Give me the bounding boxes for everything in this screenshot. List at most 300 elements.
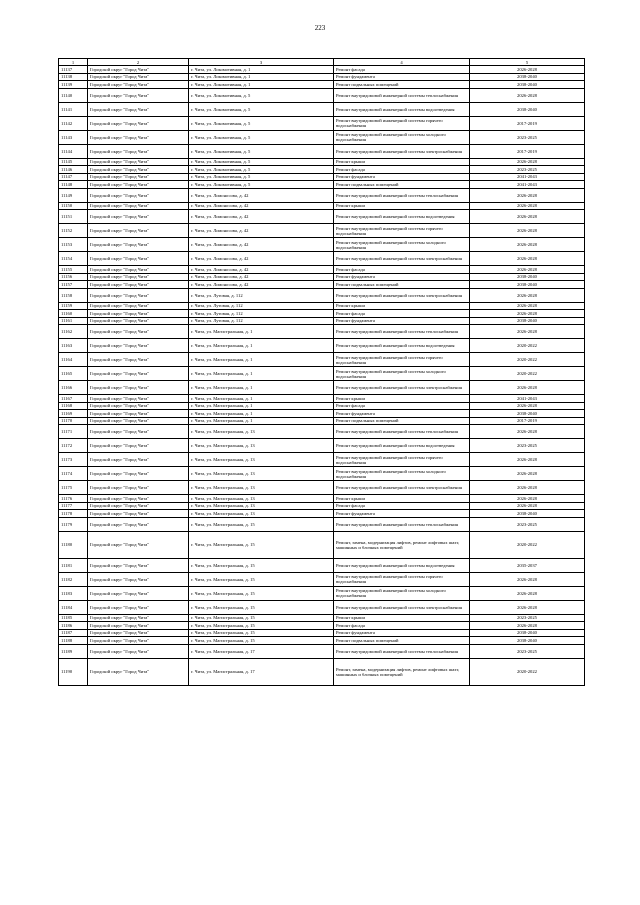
table-row — [59, 88, 585, 102]
years-cell: 2041-2043 — [470, 395, 585, 403]
work-type-cell: Ремонт внутридомовой инженерной системы теплоснабжения — [334, 188, 470, 202]
years-cell: 2038-2040 — [470, 629, 585, 637]
address-cell: г. Чита, ул. Лутовая, д. 112 — [189, 310, 334, 318]
table-row — [59, 395, 585, 403]
address-cell: г. Чита, ул. Локомотивная, д. 1 — [189, 81, 334, 89]
table-row — [59, 73, 585, 81]
work-type-cell: Ремонт фундамента — [334, 273, 470, 281]
row-number-cell: 11169 — [59, 410, 88, 418]
row-number-cell: 11157 — [59, 281, 88, 289]
district-cell: Городской округ "Город Чита" — [88, 73, 189, 81]
table-row — [59, 210, 585, 224]
years-cell: 2020-2022 — [470, 531, 585, 558]
column-number-3: 3 — [189, 59, 334, 66]
row-number-cell: 11176 — [59, 495, 88, 503]
district-cell: Городской округ "Город Чита" — [88, 417, 189, 425]
district-cell: Городской округ "Город Чита" — [88, 130, 189, 144]
work-type-cell: Ремонт крыши — [334, 202, 470, 210]
years-cell: 2020-2022 — [470, 353, 585, 367]
row-number-cell: 11162 — [59, 325, 88, 339]
years-cell: 2026-2028 — [470, 238, 585, 252]
years-cell: 2026-2028 — [470, 224, 585, 238]
work-type-cell: Ремонт фасада — [334, 402, 470, 410]
row-number-cell: 11167 — [59, 395, 88, 403]
table-row — [59, 310, 585, 318]
header-row — [59, 59, 585, 66]
years-cell: 2038-2040 — [470, 637, 585, 645]
district-cell: Городской округ "Город Чита" — [88, 402, 189, 410]
row-number-cell: 11166 — [59, 381, 88, 395]
district-cell: Городской округ "Город Чита" — [88, 210, 189, 224]
row-number-cell: 11175 — [59, 481, 88, 495]
address-cell: г. Чита, ул. Магистральная, д. 1 — [189, 339, 334, 353]
table-row — [59, 238, 585, 252]
work-type-cell: Ремонт внутридомовой инженерной системы водоотведения — [334, 558, 470, 572]
table-row — [59, 252, 585, 266]
years-cell: 2026-2028 — [470, 325, 585, 339]
work-type-cell: Ремонт фундамента — [334, 510, 470, 518]
address-cell: г. Чита, ул. Лутовая, д. 112 — [189, 317, 334, 325]
address-cell: г. Чита, ул. Магистральная, д. 15 — [189, 600, 334, 614]
address-cell: г. Чита, ул. Ломоносова, д. 42 — [189, 281, 334, 289]
work-type-cell: Ремонт внутридомовой инженерной системы холодного водоснабжения — [334, 130, 470, 144]
years-cell: 2026-2028 — [470, 622, 585, 630]
district-cell: Городской округ "Город Чита" — [88, 202, 189, 210]
work-type-cell: Ремонт внутридомовой инженерной системы водоотведения — [334, 210, 470, 224]
years-cell: 2026-2028 — [470, 495, 585, 503]
row-number-cell: 11182 — [59, 572, 88, 586]
district-cell: Городской округ "Город Чита" — [88, 339, 189, 353]
row-number-cell: 11180 — [59, 531, 88, 558]
address-cell: г. Чита, ул. Магистральная, д. 15 — [189, 558, 334, 572]
row-number-cell: 11156 — [59, 273, 88, 281]
work-type-cell: Ремонт фундамента — [334, 73, 470, 81]
address-cell: г. Чита, ул. Магистральная, д. 1 — [189, 353, 334, 367]
years-cell: 2026-2028 — [470, 210, 585, 224]
row-number-cell: 11141 — [59, 102, 88, 116]
district-cell: Городской округ "Город Чита" — [88, 367, 189, 381]
row-number-cell: 11138 — [59, 73, 88, 81]
district-cell: Городской округ "Город Чита" — [88, 238, 189, 252]
district-cell: Городской округ "Город Чита" — [88, 116, 189, 130]
row-number-cell: 11183 — [59, 586, 88, 600]
years-cell: 2020-2022 — [470, 367, 585, 381]
address-cell: г. Чита, ул. Магистральная, д. 17 — [189, 644, 334, 658]
years-cell: 2023-2025 — [470, 614, 585, 622]
years-cell: 2023-2025 — [470, 644, 585, 658]
table-row — [59, 353, 585, 367]
address-cell: г. Чита, ул. Магистральная, д. 15 — [189, 572, 334, 586]
work-type-cell: Ремонт фундамента — [334, 317, 470, 325]
table-row — [59, 381, 585, 395]
table-row — [59, 510, 585, 518]
district-cell: Городской округ "Город Чита" — [88, 614, 189, 622]
years-cell: 2026-2028 — [470, 66, 585, 74]
table-row — [59, 116, 585, 130]
row-number-cell: 11181 — [59, 558, 88, 572]
years-cell: 2023-2025 — [470, 166, 585, 174]
table-row — [59, 614, 585, 622]
table-row — [59, 339, 585, 353]
table-row — [59, 517, 585, 531]
district-cell: Городской округ "Город Чита" — [88, 558, 189, 572]
row-number-cell: 11164 — [59, 353, 88, 367]
table-row — [59, 658, 585, 685]
row-number-cell: 11178 — [59, 510, 88, 518]
table-row — [59, 410, 585, 418]
work-type-cell: Ремонт внутридомовой инженерной системы холодного водоснабжения — [334, 586, 470, 600]
district-cell: Городской округ "Город Чита" — [88, 266, 189, 274]
address-cell: г. Чита, ул. Магистральная, д. 1 — [189, 367, 334, 381]
address-cell: г. Чита, ул. Магистральная, д. 13 — [189, 502, 334, 510]
address-cell: г. Чита, ул. Магистральная, д. 1 — [189, 410, 334, 418]
address-cell: г. Чита, ул. Магистральная, д. 13 — [189, 510, 334, 518]
table-row — [59, 266, 585, 274]
district-cell: Городской округ "Город Чита" — [88, 600, 189, 614]
years-cell: 2038-2040 — [470, 73, 585, 81]
row-number-cell: 11153 — [59, 238, 88, 252]
district-cell: Городской округ "Город Чита" — [88, 517, 189, 531]
row-number-cell: 11177 — [59, 502, 88, 510]
district-cell: Городской округ "Город Чита" — [88, 622, 189, 630]
table-row — [59, 166, 585, 174]
district-cell: Городской округ "Город Чита" — [88, 81, 189, 89]
row-number-cell: 11137 — [59, 66, 88, 74]
years-cell: 2020-2022 — [470, 658, 585, 685]
work-type-cell: Ремонт внутридомовой инженерной системы теплоснабжения — [334, 325, 470, 339]
address-cell: г. Чита, ул. Магистральная, д. 1 — [189, 395, 334, 403]
work-type-cell: Ремонт подвальных помещений — [334, 181, 470, 189]
address-cell: г. Чита, ул. Магистральная, д. 15 — [189, 517, 334, 531]
row-number-cell: 11155 — [59, 266, 88, 274]
table-row — [59, 467, 585, 481]
district-cell: Городской округ "Город Чита" — [88, 224, 189, 238]
district-cell: Городской округ "Город Чита" — [88, 502, 189, 510]
work-type-cell: Ремонт внутридомовой инженерной системы теплоснабжения — [334, 88, 470, 102]
address-cell: г. Чита, ул. Локомотивная, д. 1 — [189, 73, 334, 81]
work-type-cell: Ремонт, замена, модернизация лифтов, ремонт лифтовых шахт, машинных и блочных помещений — [334, 531, 470, 558]
work-type-cell: Ремонт внутридомовой инженерной системы горячего водоснабжения — [334, 116, 470, 130]
row-number-cell: 11139 — [59, 81, 88, 89]
address-cell: г. Чита, ул. Магистральная, д. 1 — [189, 417, 334, 425]
row-number-cell: 11172 — [59, 439, 88, 453]
work-type-cell: Ремонт внутридомовой инженерной системы холодного водоснабжения — [334, 238, 470, 252]
address-cell: г. Чита, ул. Ломоносова, д. 42 — [189, 188, 334, 202]
work-type-cell: Ремонт внутридомовой инженерной системы водоотведения — [334, 439, 470, 453]
work-type-cell: Ремонт крыши — [334, 395, 470, 403]
row-number-cell: 11168 — [59, 402, 88, 410]
years-cell: 2041-2043 — [470, 181, 585, 189]
table-body — [59, 66, 585, 686]
years-cell: 2035-2037 — [470, 558, 585, 572]
years-cell: 2041-2043 — [470, 173, 585, 181]
district-cell: Городской округ "Город Чита" — [88, 288, 189, 302]
years-cell: 2023-2025 — [470, 130, 585, 144]
address-cell: г. Чита, ул. Магистральная, д. 1 — [189, 325, 334, 339]
address-cell: г. Чита, ул. Магистральная, д. 15 — [189, 622, 334, 630]
district-cell: Городской округ "Город Чита" — [88, 453, 189, 467]
work-type-cell: Ремонт внутридомовой инженерной системы теплоснабжения — [334, 517, 470, 531]
work-type-cell: Ремонт подвальных помещений — [334, 637, 470, 645]
work-type-cell: Ремонт внутридомовой инженерной системы горячего водоснабжения — [334, 453, 470, 467]
address-cell: г. Чита, ул. Магистральная, д. 13 — [189, 425, 334, 439]
table-row — [59, 644, 585, 658]
district-cell: Городской округ "Город Чита" — [88, 572, 189, 586]
years-cell: 2026-2028 — [470, 502, 585, 510]
row-number-cell: 11161 — [59, 317, 88, 325]
table-row — [59, 181, 585, 189]
address-cell: г. Чита, ул. Ломоносова, д. 42 — [189, 273, 334, 281]
address-cell: г. Чита, ул. Ломоносова, д. 42 — [189, 266, 334, 274]
address-cell: г. Чита, ул. Локомотивная, д. 5 — [189, 166, 334, 174]
row-number-cell: 11140 — [59, 88, 88, 102]
table-row — [59, 66, 585, 74]
years-cell: 2026-2028 — [470, 481, 585, 495]
address-cell: г. Чита, ул. Ломоносова, д. 42 — [189, 210, 334, 224]
work-type-cell: Ремонт фасада — [334, 66, 470, 74]
years-cell: 2038-2040 — [470, 317, 585, 325]
address-cell: г. Чита, ул. Локомотивная, д. 5 — [189, 181, 334, 189]
years-cell: 2017-2019 — [470, 144, 585, 158]
district-cell: Городской округ "Город Чита" — [88, 586, 189, 600]
work-type-cell: Ремонт фундамента — [334, 173, 470, 181]
address-cell: г. Чита, ул. Лутовая, д. 112 — [189, 302, 334, 310]
work-type-cell: Ремонт крыши — [334, 495, 470, 503]
years-cell: 2026-2028 — [470, 266, 585, 274]
address-cell: г. Чита, ул. Локомотивная, д. 5 — [189, 102, 334, 116]
table-row — [59, 102, 585, 116]
years-cell: 2026-2028 — [470, 600, 585, 614]
address-cell: г. Чита, ул. Ломоносова, д. 42 — [189, 224, 334, 238]
work-type-cell: Ремонт фасада — [334, 622, 470, 630]
work-type-cell: Ремонт крыши — [334, 302, 470, 310]
column-number-1: 1 — [59, 59, 88, 66]
work-type-cell: Ремонт внутридомовой инженерной системы горячего водоснабжения — [334, 224, 470, 238]
table-row — [59, 224, 585, 238]
row-number-cell: 11147 — [59, 173, 88, 181]
work-type-cell: Ремонт, замена, модернизация лифтов, ремонт лифтовых шахт, машинных и блочных помещений — [334, 658, 470, 685]
address-cell: г. Чита, ул. Магистральная, д. 13 — [189, 453, 334, 467]
district-cell: Городской округ "Город Чита" — [88, 658, 189, 685]
district-cell: Городской округ "Город Чита" — [88, 144, 189, 158]
district-cell: Городской округ "Город Чита" — [88, 66, 189, 74]
address-cell: г. Чита, ул. Ломоносова, д. 42 — [189, 252, 334, 266]
district-cell: Городской округ "Город Чита" — [88, 510, 189, 518]
row-number-cell: 11152 — [59, 224, 88, 238]
work-type-cell: Ремонт фасада — [334, 266, 470, 274]
row-number-cell: 11184 — [59, 600, 88, 614]
address-cell: г. Чита, ул. Магистральная, д. 15 — [189, 637, 334, 645]
work-type-cell: Ремонт внутридомовой инженерной системы электроснабжения — [334, 381, 470, 395]
district-cell: Городской округ "Город Чита" — [88, 317, 189, 325]
address-cell: г. Чита, ул. Магистральная, д. 1 — [189, 381, 334, 395]
years-cell: 2026-2028 — [470, 202, 585, 210]
row-number-cell: 11144 — [59, 144, 88, 158]
row-number-cell: 11158 — [59, 288, 88, 302]
table-row — [59, 402, 585, 410]
work-type-cell: Ремонт внутридомовой инженерной системы теплоснабжения — [334, 425, 470, 439]
row-number-cell: 11154 — [59, 252, 88, 266]
district-cell: Городской округ "Город Чита" — [88, 273, 189, 281]
row-number-cell: 11146 — [59, 166, 88, 174]
years-cell: 2038-2040 — [470, 273, 585, 281]
row-number-cell: 11151 — [59, 210, 88, 224]
years-cell: 2026-2028 — [470, 402, 585, 410]
years-cell: 2026-2028 — [470, 288, 585, 302]
address-cell: г. Чита, ул. Локомотивная, д. 1 — [189, 66, 334, 74]
table-row — [59, 202, 585, 210]
table-row — [59, 173, 585, 181]
work-type-cell: Ремонт фасада — [334, 310, 470, 318]
table-row — [59, 481, 585, 495]
address-cell: г. Чита, ул. Лутовая, д. 112 — [189, 288, 334, 302]
work-type-cell: Ремонт фундамента — [334, 410, 470, 418]
district-cell: Городской округ "Город Чита" — [88, 88, 189, 102]
table-row — [59, 144, 585, 158]
work-type-cell: Ремонт внутридомовой инженерной системы холодного водоснабжения — [334, 367, 470, 381]
row-number-cell: 11163 — [59, 339, 88, 353]
row-number-cell: 11185 — [59, 614, 88, 622]
table-row — [59, 288, 585, 302]
years-cell: 2026-2028 — [470, 188, 585, 202]
work-type-cell: Ремонт фасада — [334, 502, 470, 510]
row-number-cell: 11142 — [59, 116, 88, 130]
address-cell: г. Чита, ул. Магистральная, д. 15 — [189, 586, 334, 600]
years-cell: 2038-2040 — [470, 410, 585, 418]
address-cell: г. Чита, ул. Магистральная, д. 13 — [189, 481, 334, 495]
table-row — [59, 439, 585, 453]
address-cell: г. Чита, ул. Локомотивная, д. 5 — [189, 158, 334, 166]
years-cell: 2026-2028 — [470, 310, 585, 318]
district-cell: Городской округ "Город Чита" — [88, 353, 189, 367]
column-number-4: 4 — [334, 59, 470, 66]
work-type-cell: Ремонт внутридомовой инженерной системы электроснабжения — [334, 481, 470, 495]
district-cell: Городской округ "Город Чита" — [88, 158, 189, 166]
work-type-cell: Ремонт подвальных помещений — [334, 281, 470, 289]
district-cell: Городской округ "Город Чита" — [88, 425, 189, 439]
district-cell: Городской округ "Город Чита" — [88, 644, 189, 658]
table-row — [59, 495, 585, 503]
district-cell: Городской округ "Город Чита" — [88, 181, 189, 189]
address-cell: г. Чита, ул. Локомотивная, д. 5 — [189, 116, 334, 130]
row-number-cell: 11174 — [59, 467, 88, 481]
table-row — [59, 600, 585, 614]
table-row — [59, 281, 585, 289]
years-cell: 2023-2025 — [470, 439, 585, 453]
page-number: 223 — [314, 24, 326, 32]
work-type-cell: Ремонт внутридомовой инженерной системы электроснабжения — [334, 144, 470, 158]
address-cell: г. Чита, ул. Ломоносова, д. 42 — [189, 238, 334, 252]
table-row — [59, 417, 585, 425]
row-number-cell: 11148 — [59, 181, 88, 189]
table-row — [59, 502, 585, 510]
column-number-2: 2 — [88, 59, 189, 66]
table-row — [59, 531, 585, 558]
work-type-cell: Ремонт внутридомовой инженерной системы электроснабжения — [334, 252, 470, 266]
work-type-cell: Ремонт фасада — [334, 166, 470, 174]
district-cell: Городской округ "Город Чита" — [88, 252, 189, 266]
address-cell: г. Чита, ул. Ломоносова, д. 42 — [189, 202, 334, 210]
row-number-cell: 11189 — [59, 644, 88, 658]
table-row — [59, 367, 585, 381]
work-type-cell: Ремонт внутридомовой инженерной системы холодного водоснабжения — [334, 467, 470, 481]
work-type-cell: Ремонт фундамента — [334, 629, 470, 637]
row-number-cell: 11159 — [59, 302, 88, 310]
years-cell: 2017-2019 — [470, 417, 585, 425]
address-cell: г. Чита, ул. Магистральная, д. 15 — [189, 614, 334, 622]
district-cell: Городской округ "Город Чита" — [88, 173, 189, 181]
work-type-cell: Ремонт внутридомовой инженерной системы теплоснабжения — [334, 644, 470, 658]
table-row — [59, 158, 585, 166]
row-number-cell: 11165 — [59, 367, 88, 381]
table-row — [59, 637, 585, 645]
address-cell: г. Чита, ул. Локомотивная, д. 5 — [189, 144, 334, 158]
table-row — [59, 629, 585, 637]
district-cell: Городской округ "Город Чита" — [88, 495, 189, 503]
district-cell: Городской округ "Город Чита" — [88, 637, 189, 645]
work-type-cell: Ремонт крыши — [334, 614, 470, 622]
district-cell: Городской округ "Город Чита" — [88, 531, 189, 558]
years-cell: 2017-2019 — [470, 116, 585, 130]
district-cell: Городской округ "Город Чита" — [88, 381, 189, 395]
work-type-cell: Ремонт подвальных помещений — [334, 81, 470, 89]
years-cell: 2038-2040 — [470, 81, 585, 89]
column-number-5: 5 — [470, 59, 585, 66]
years-cell: 2026-2028 — [470, 158, 585, 166]
years-cell: 2026-2028 — [470, 88, 585, 102]
row-number-cell: 11187 — [59, 629, 88, 637]
row-number-cell: 11186 — [59, 622, 88, 630]
address-cell: г. Чита, ул. Магистральная, д. 1 — [189, 402, 334, 410]
district-cell: Городской округ "Город Чита" — [88, 325, 189, 339]
work-type-cell: Ремонт внутридомовой инженерной системы электроснабжения — [334, 600, 470, 614]
address-cell: г. Чита, ул. Магистральная, д. 17 — [189, 658, 334, 685]
table-row — [59, 188, 585, 202]
row-number-cell: 11143 — [59, 130, 88, 144]
row-number-cell: 11173 — [59, 453, 88, 467]
table-row — [59, 317, 585, 325]
table-row — [59, 453, 585, 467]
years-cell: 2038-2040 — [470, 102, 585, 116]
work-type-cell: Ремонт внутридомовой инженерной системы водоотведения — [334, 102, 470, 116]
years-cell: 2026-2028 — [470, 572, 585, 586]
address-cell: г. Чита, ул. Магистральная, д. 15 — [189, 629, 334, 637]
years-cell: 2026-2028 — [470, 467, 585, 481]
table-row — [59, 622, 585, 630]
years-cell: 2038-2040 — [470, 510, 585, 518]
address-cell: г. Чита, ул. Магистральная, д. 13 — [189, 439, 334, 453]
table-row — [59, 325, 585, 339]
district-cell: Городской округ "Город Чита" — [88, 188, 189, 202]
row-number-cell: 11171 — [59, 425, 88, 439]
table-row — [59, 572, 585, 586]
table-row — [59, 558, 585, 572]
table-row — [59, 130, 585, 144]
district-cell: Городской округ "Город Чита" — [88, 310, 189, 318]
address-cell: г. Чита, ул. Локомотивная, д. 5 — [189, 88, 334, 102]
address-cell: г. Чита, ул. Локомотивная, д. 5 — [189, 173, 334, 181]
years-cell: 2026-2028 — [470, 453, 585, 467]
years-cell: 2026-2028 — [470, 302, 585, 310]
work-type-cell: Ремонт крыши — [334, 158, 470, 166]
address-cell: г. Чита, ул. Магистральная, д. 13 — [189, 495, 334, 503]
years-cell: 2038-2040 — [470, 281, 585, 289]
address-cell: г. Чита, ул. Локомотивная, д. 5 — [189, 130, 334, 144]
district-cell: Городской округ "Город Чита" — [88, 467, 189, 481]
row-number-cell: 11160 — [59, 310, 88, 318]
years-cell: 2023-2025 — [470, 517, 585, 531]
district-cell: Городской округ "Город Чита" — [88, 395, 189, 403]
